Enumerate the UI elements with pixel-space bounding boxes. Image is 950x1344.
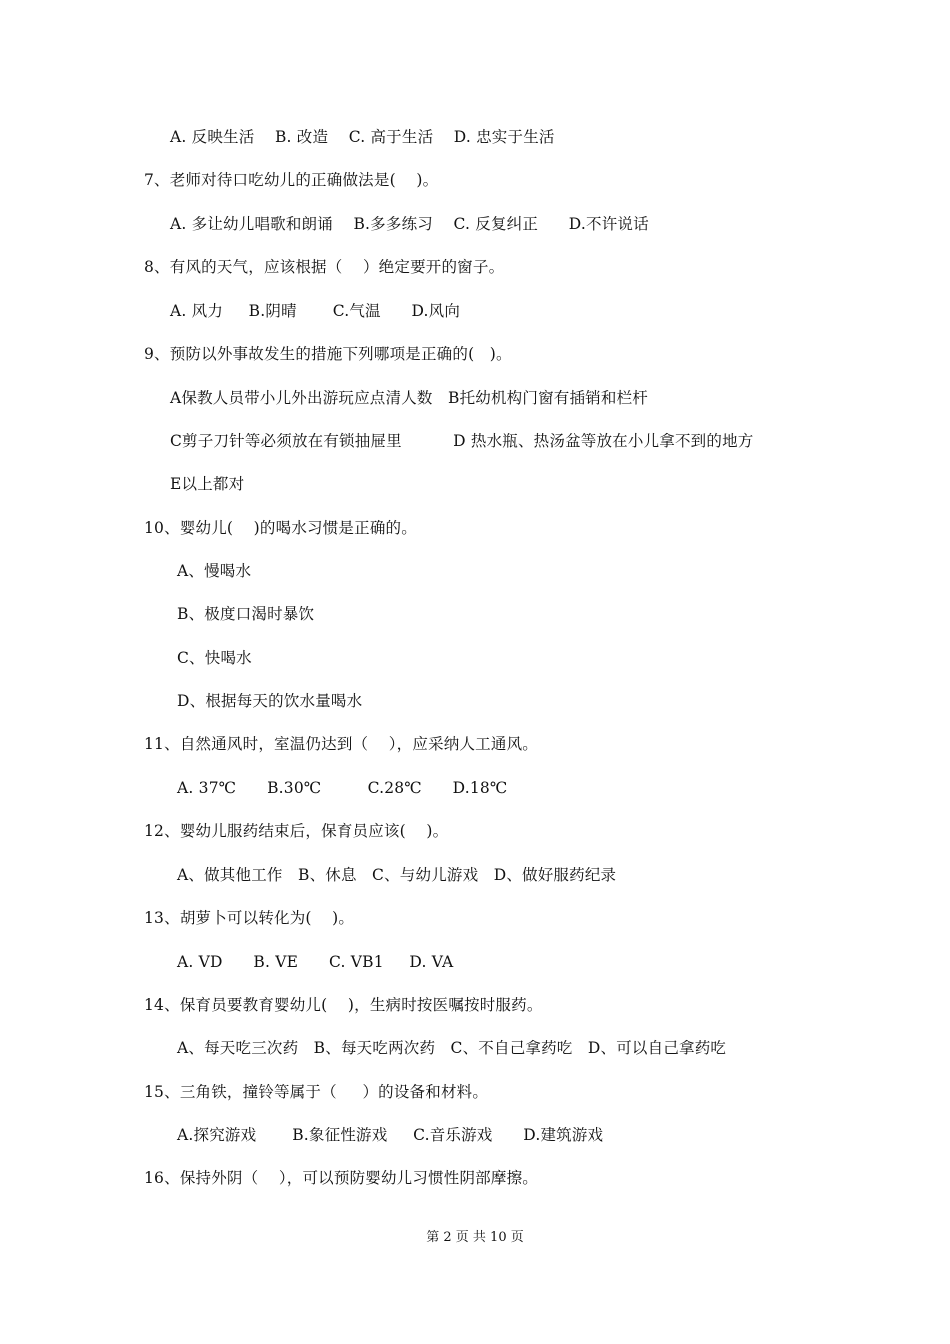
question-16: 16、保持外阴（ ），可以预防婴幼儿习惯性阴部摩擦。 — [144, 1169, 538, 1187]
question-11: 11、自然通风时，室温仍达到（ ），应采纳人工通风。 — [144, 735, 538, 753]
question-14: 14、保育员要教育婴幼儿( )，生病时按医嘱按时服药。 — [144, 996, 543, 1014]
question-7: 7、老师对待口吃幼儿的正确做法是( )。 — [144, 171, 439, 189]
q11-options: A. 37℃ B.30℃ C.28℃ D.18℃ — [177, 779, 508, 797]
q9-option-e: E以上都对 — [170, 475, 245, 493]
q15-options: A.探究游戏 B.象征性游戏 C.音乐游戏 D.建筑游戏 — [177, 1126, 604, 1144]
question-13: 13、胡萝卜可以转化为( )。 — [144, 909, 355, 927]
q6-options: A. 反映生活 B. 改造 C. 高于生活 D. 忠实于生活 — [170, 128, 555, 146]
q8-options: A. 风力 B.阴晴 C.气温 D.风向 — [170, 302, 461, 320]
q12-options: A、做其他工作 B、休息 C、与幼儿游戏 D、做好服药纪录 — [177, 866, 617, 884]
question-9: 9、预防以外事故发生的措施下列哪项是正确的( )。 — [144, 345, 512, 363]
q9-options-ab: A保教人员带小儿外出游玩应点清人数 B托幼机构门窗有插销和栏杆 — [170, 389, 648, 407]
q13-options: A. VD B. VE C. VB1 D. VA — [177, 953, 454, 971]
q14-options: A、每天吃三次药 B、每天吃两次药 C、不自己拿药吃 D、可以自己拿药吃 — [177, 1039, 727, 1057]
question-15: 15、三角铁，撞铃等属于（ ）的设备和材料。 — [144, 1083, 489, 1101]
q10-option-b: B、极度口渴时暴饮 — [177, 605, 315, 623]
q10-option-d: D、根据每天的饮水量喝水 — [177, 692, 363, 710]
q7-options: A. 多让幼儿唱歌和朗诵 B.多多练习 C. 反复纠正 D.不许说话 — [170, 215, 649, 233]
question-10: 10、婴幼儿( )的喝水习惯是正确的。 — [144, 519, 417, 537]
page-footer: 第 2 页 共 10 页 — [426, 1230, 524, 1245]
question-12: 12、婴幼儿服药结束后，保育员应该( )。 — [144, 822, 449, 840]
question-8: 8、有风的天气，应该根据（ ）绝定要开的窗子。 — [144, 258, 505, 276]
q10-option-a: A、慢喝水 — [177, 562, 252, 580]
q10-option-c: C、快喝水 — [177, 649, 252, 667]
q9-options-cd: C剪子刀针等必须放在有锁抽屉里 D 热水瓶、热汤盆等放在小儿拿不到的地方 — [170, 432, 754, 450]
